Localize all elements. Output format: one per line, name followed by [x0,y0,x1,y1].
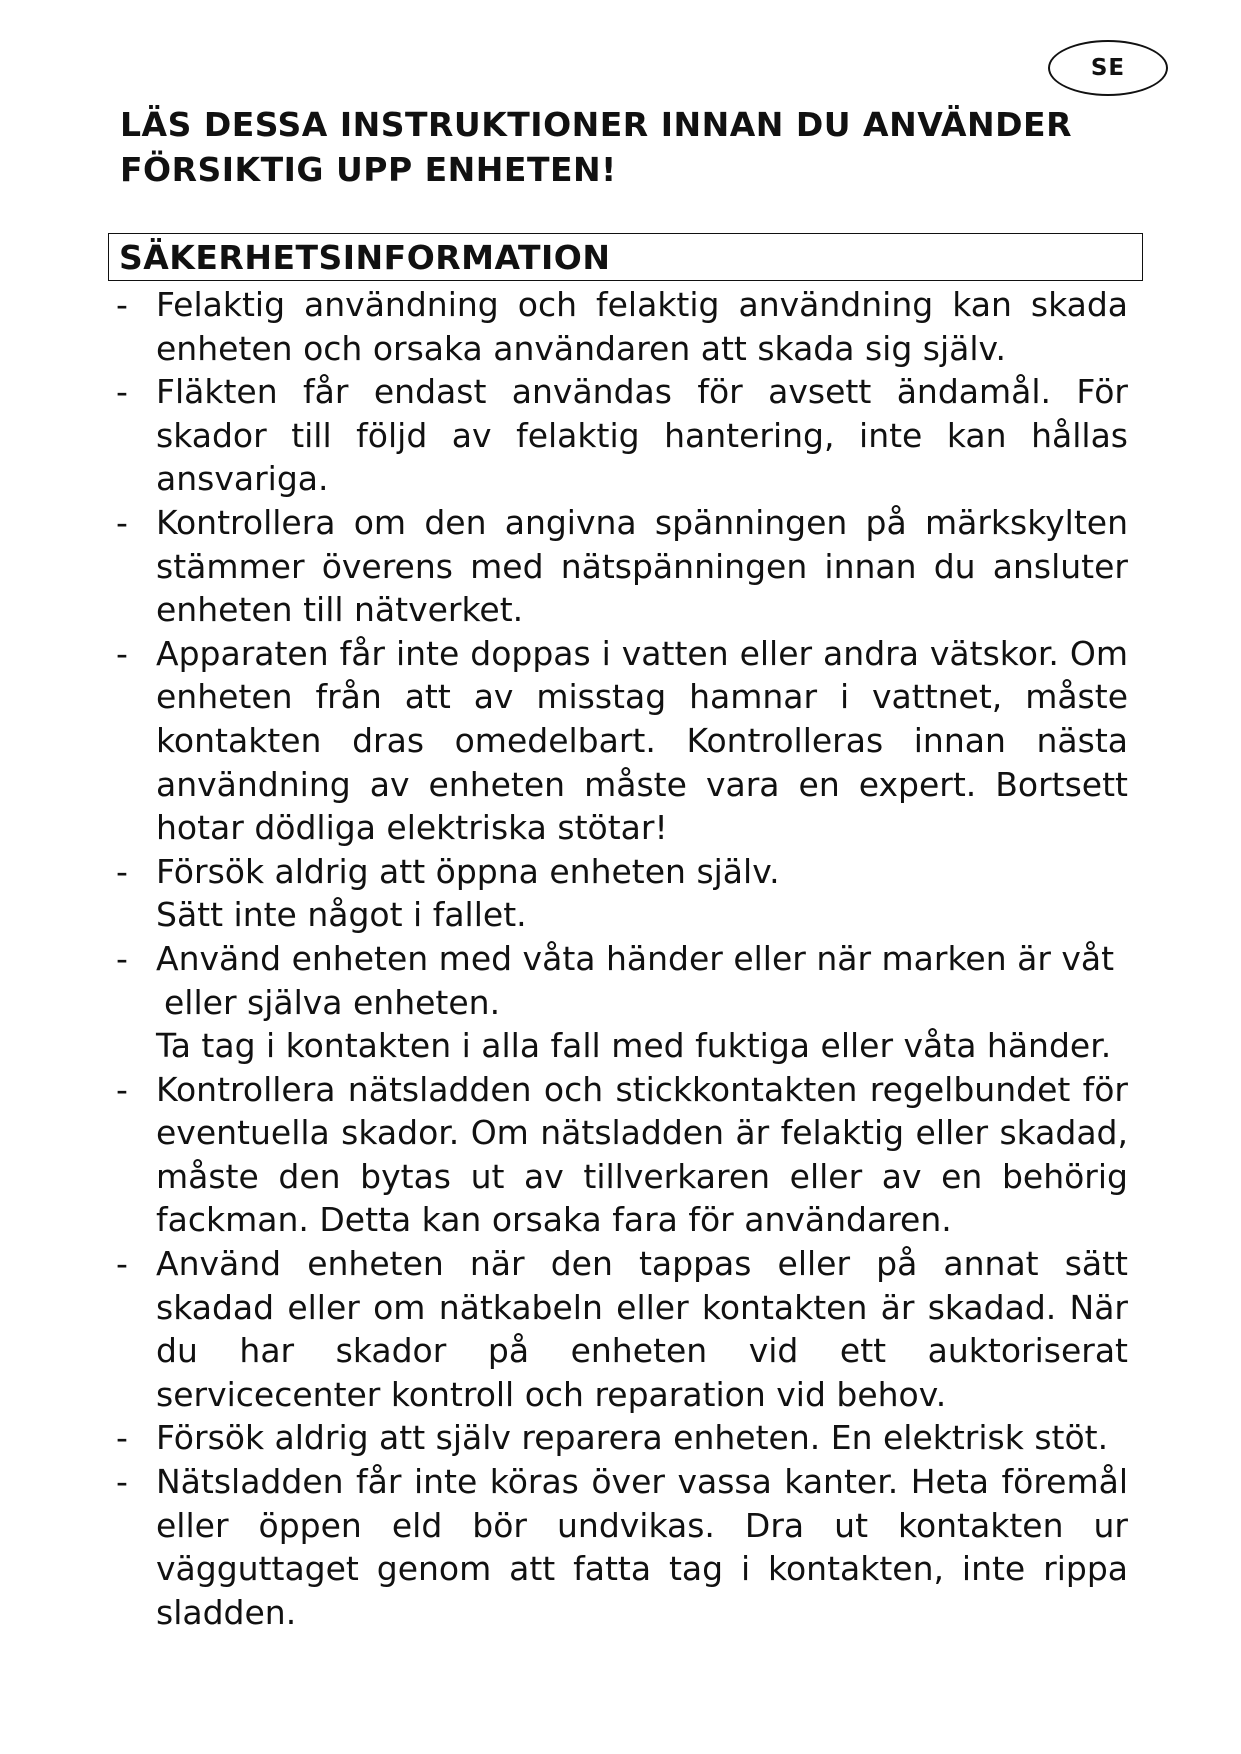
page-heading [120,102,1140,192]
item-text: Försök aldrig att öppna enheten själv. [156,851,780,891]
list-item [116,850,1128,937]
list-item [116,1242,1128,1416]
item-text: eller själva enheten. [164,982,501,1022]
bullet-dash: - [116,1462,128,1502]
list-item [116,370,1128,501]
bullet-dash: - [116,851,128,891]
list-item [116,1460,1128,1634]
item-text: Använd enheten med våta händer eller när marken är våt [156,938,1115,978]
safety-list [116,283,1128,1634]
item-text: Felaktig användning och felaktig användning kan skada enheten och orsaka användaren att skada sig själv. [156,285,1128,368]
heading-line-2: FÖRSIKTIG UPP ENHETEN! [120,150,617,189]
bullet-dash: - [116,1418,128,1458]
list-item [116,1068,1128,1242]
item-text: Ta tag i kontakten i alla fall med fuktiga eller våta händer. [156,1026,1112,1066]
item-text: Försök aldrig att själv reparera enheten. En elektrisk stöt. [156,1418,1109,1458]
section-title-box [108,233,1143,281]
bullet-dash: - [116,372,128,412]
list-item [116,1416,1128,1460]
bullet-dash: - [116,502,128,542]
list-item [116,632,1128,850]
item-text: Kontrollera om den angivna spänningen på märkskylten stämmer överens med nätspänningen innan du ansluter enheten till nätverket. [156,502,1128,630]
item-text: Använd enheten när den tappas eller på annat sätt skadad eller om nätkabeln eller kontakten är skadad. När du har skador på enheten vid ett auktoriserat servicecenter kontroll och reparation vid behov. [156,1244,1128,1414]
bullet-dash: - [116,938,128,978]
list-item [116,283,1128,370]
language-badge: SE [1048,40,1168,96]
item-text: Kontrollera nätsladden och stickkontakten regelbundet för eventuella skador. Om nätsladden är felaktig eller skadad, måste den bytas ut av tillverkaren eller av en behörig fackman. Detta kan orsaka fara för användaren. [156,1069,1128,1240]
bullet-dash: - [116,633,128,673]
item-text: Sätt inte något i fallet. [156,895,527,935]
list-item [116,937,1128,1068]
item-text: Fläkten får endast användas för avsett ändamål. För skador till följd av felaktig hantering, inte kan hållas ansvariga. [156,372,1128,499]
item-text: Apparaten får inte doppas i vatten eller andra vätskor. Om enheten från att av misstag hamnar i vattnet, måste kontakten dras omedelbart. Kontrolleras innan nästa användning av enheten måste vara en expert. Bortsett hotar dödliga elektriska stötar! [156,633,1128,848]
item-text: Nätsladden får inte köras över vassa kanter. Heta föremål eller öppen eld bör undvikas. Dra ut kontakten ur vägguttaget genom att fatta tag i kontakten, inte rippa sladden. [156,1462,1128,1632]
list-item [116,501,1128,632]
heading-line-1: LÄS DESSA INSTRUKTIONER INNAN DU ANVÄNDER [120,105,1072,144]
bullet-dash: - [116,1069,128,1109]
bullet-dash: - [116,285,128,324]
bullet-dash: - [116,1244,128,1284]
section-title: SÄKERHETSINFORMATION [119,237,611,277]
